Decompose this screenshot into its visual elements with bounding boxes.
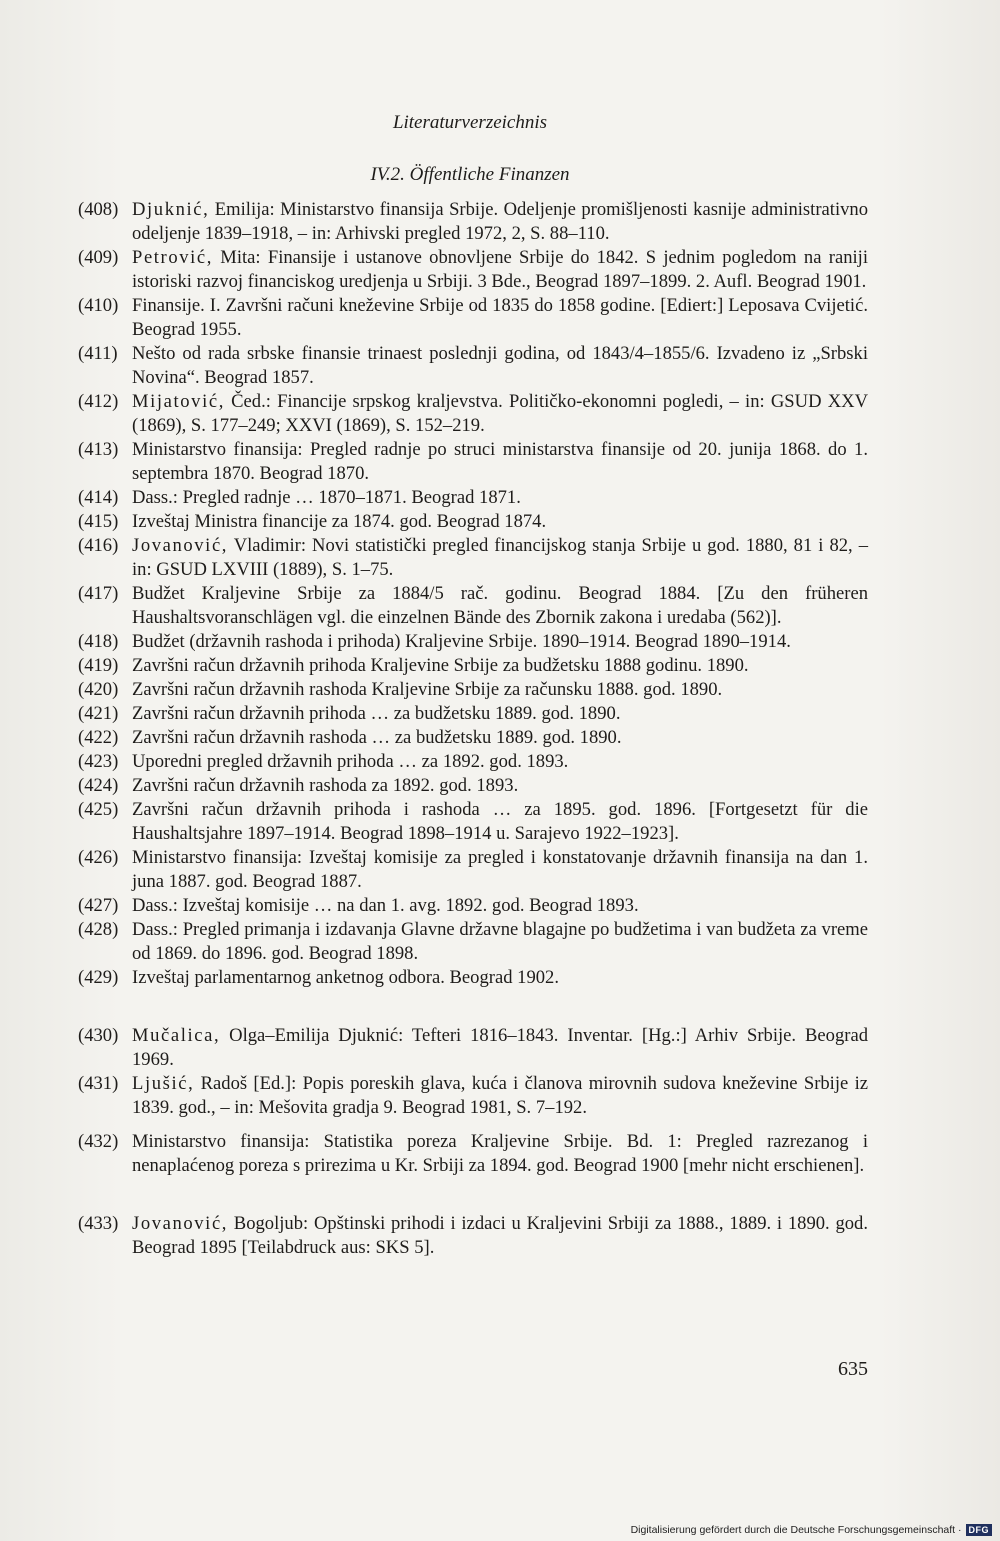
bibliography-entry — [78, 750, 868, 774]
entry-text: Dass.: Izveštaj komisije … na dan 1. avg. 1892. god. Beograd 1893. — [132, 895, 639, 916]
entry-number: (417) — [78, 583, 119, 604]
entry-number: (422) — [78, 727, 119, 748]
entry-number: (410) — [78, 295, 119, 316]
entry-text: Završni račun državnih prihoda i rashoda … za 1895. god. 1896. [Fortgesetzt für die Haushaltsjahre 1897–1914. Beograd 1898–1914 u. Sarajevo 1922–1923]. — [132, 799, 868, 844]
entry-number: (416) — [78, 535, 119, 556]
entry-number: (425) — [78, 799, 119, 820]
entry-text: Ministarstvo finansija: Izveštaj komisije za pregled i konstatovanje državnih finansija na dan 1. juna 1887. god. Beograd 1887. — [132, 847, 868, 892]
entry-text: Dass.: Pregled radnje … 1870–1871. Beograd 1871. — [132, 487, 521, 508]
bibliography-entry — [78, 294, 868, 342]
entry-text: Budžet (državnih rashoda i prihoda) Kraljevine Srbije. 1890–1914. Beograd 1890–1914. — [132, 631, 791, 652]
entry-text: Završni račun državnih prihoda … za budžetsku 1889. god. 1890. — [132, 703, 621, 724]
entry-text: Ministarstvo finansija: Pregled radnje po struci ministarstva finansije od 20. junija 1868. do 1. septembra 1870. Beograd 1870. — [132, 439, 868, 484]
entry-number: (409) — [78, 247, 119, 268]
bibliography-entry — [78, 1212, 868, 1260]
entry-number: (430) — [78, 1025, 119, 1046]
bibliography-entry — [78, 438, 868, 486]
entry-text: Ministarstvo finansija: Statistika poreza Kraljevine Srbije. Bd. 1: Pregled razrezanog i nenaplaćenog poreza s prirezima u Kr. Srbiji za 1894. god. Beograd 1900 [mehr nicht erschienen]. — [132, 1131, 868, 1176]
running-head: Literaturverzeichnis — [392, 112, 548, 133]
bibliography-entry — [78, 342, 868, 390]
entry-author: Ljušić, — [132, 1073, 195, 1094]
bibliography-entry — [78, 798, 868, 846]
bibliography-entry — [78, 198, 868, 246]
entry-number: (411) — [78, 343, 118, 364]
bibliography-entry — [78, 654, 868, 678]
bibliography-entry — [78, 534, 868, 582]
bibliography-entry — [78, 390, 868, 438]
entry-number: (432) — [78, 1131, 119, 1152]
entry-number: (431) — [78, 1073, 119, 1094]
entry-number: (412) — [78, 391, 119, 412]
bibliography-entry — [78, 846, 868, 894]
entry-number: (420) — [78, 679, 119, 700]
entry-author: Jovanović, — [132, 535, 229, 556]
bibliography-entry — [78, 1130, 868, 1178]
bibliography-entry — [78, 894, 868, 918]
entry-number: (433) — [78, 1213, 119, 1234]
bibliography-entry — [78, 510, 868, 534]
entry-text: Bogoljub: Opštinski prihodi i izdaci u Kraljevini Srbiji za 1888., 1889. i 1890. god. Beograd 1895 [Teilabdruck aus: SKS 5]. — [132, 1213, 868, 1258]
entry-number: (428) — [78, 919, 119, 940]
entry-text: Emilija: Ministarstvo finansija Srbije. Odeljenje promišljenosti kasnije administrativno odeljenje 1839–1918, – in: Arhivski pregled 1972, 2, S. 88–110. — [132, 199, 868, 244]
entry-number: (423) — [78, 751, 119, 772]
entry-number: (429) — [78, 967, 119, 988]
entry-number: (408) — [78, 199, 119, 220]
bibliography-entry — [78, 918, 868, 966]
bibliography-entry — [78, 246, 868, 294]
section-title: IV.2. Öffentliche Finanzen — [370, 164, 570, 185]
bibliography-entry — [78, 1072, 868, 1120]
entry-text: Budžet Kraljevine Srbije za 1884/5 rač. godinu. Beograd 1884. [Zu den früheren Haushaltsvoranschlägen vgl. die einzelnen Bände des Zbornik zakona i uredaba (562)]. — [132, 583, 868, 628]
entry-number: (414) — [78, 487, 119, 508]
entry-number: (427) — [78, 895, 119, 916]
entry-author: Djuknić, — [132, 199, 210, 220]
bibliography-entry — [78, 582, 868, 630]
dfg-logo: DFG — [966, 1524, 993, 1536]
entry-text: Nešto od rada srbske finansie trinaest poslednji godina, od 1843/4–1855/6. Izvadeno iz „Srbski Novina“. Beograd 1857. — [132, 343, 868, 388]
entry-author: Mijatović, — [132, 391, 225, 412]
entry-text: Vladimir: Novi statistički pregled financijskog stanja Srbije u god. 1880, 81 i 82, – in: GSUD LXVIII (1889), S. 1–75. — [132, 535, 868, 580]
entry-number: (415) — [78, 511, 119, 532]
entry-number: (421) — [78, 703, 119, 724]
entry-number: (419) — [78, 655, 119, 676]
entry-text: Završni račun državnih rashoda … za budžetsku 1889. god. 1890. — [132, 727, 622, 748]
entry-text: Izveštaj Ministra financije za 1874. god. Beograd 1874. — [132, 511, 547, 532]
entry-text: Olga–Emilija Djuknić: Tefteri 1816–1843. Inventar. [Hg.:] Arhiv Srbije. Beograd 1969. — [132, 1025, 868, 1070]
bibliography-entry — [78, 726, 868, 750]
entry-author: Jovanović, — [132, 1213, 229, 1234]
entry-number: (426) — [78, 847, 119, 868]
footer-credit — [631, 1524, 992, 1536]
entry-text: Završni račun državnih prihoda Kraljevine Srbije za budžetsku 1888 godinu. 1890. — [132, 655, 749, 676]
bibliography-entry — [78, 966, 868, 990]
bibliography-entry — [78, 1024, 868, 1072]
entry-text: Mita: Finansije i ustanove obnovljene Srbije do 1842. S jednim pogledom na raniji istoriski razvoj financiskog uredjenja u Srbiji. 3 Bde., Beograd 1897–1899. 2. Aufl. Beograd 1901. — [132, 247, 868, 292]
entry-number: (418) — [78, 631, 119, 652]
entry-text: Uporedni pregled državnih prihoda … za 1892. god. 1893. — [132, 751, 569, 772]
bibliography-entry — [78, 630, 868, 654]
bibliography-entry — [78, 702, 868, 726]
bibliography-list — [78, 198, 868, 1260]
entry-text: Finansije. I. Završni računi kneževine Srbije od 1835 do 1858 godine. [Ediert:] Leposava Cvijetić. Beograd 1955. — [132, 295, 868, 340]
bibliography-entry — [78, 486, 868, 510]
entry-number: (413) — [78, 439, 119, 460]
entry-number: (424) — [78, 775, 119, 796]
bibliography-entry — [78, 774, 868, 798]
entry-author: Mučalica, — [132, 1025, 221, 1046]
entry-text: Dass.: Pregled primanja i izdavanja Glavne državne blagajne po budžetima i van budžeta za vreme od 1869. do 1896. god. Beograd 1898. — [132, 919, 868, 964]
entry-author: Petrović, — [132, 247, 214, 268]
page-number: 635 — [838, 1358, 868, 1380]
footer-text: Digitalisierung gefördert durch die Deutsche Forschungsgemeinschaft · — [630, 1524, 962, 1536]
entry-text: Radoš [Ed.]: Popis poreskih glava, kuća i članova mirovnih sudova kneževine Srbije iz 1839. god., – in: Mešovita gradja 9. Beograd 1981, S. 7–192. — [132, 1073, 868, 1118]
entry-text: Završni račun državnih rashoda za 1892. god. 1893. — [132, 775, 519, 796]
entry-text: Izveštaj parlamentarnog anketnog odbora. Beograd 1902. — [132, 967, 559, 988]
entry-text: Završni račun državnih rashoda Kraljevine Srbije za računsku 1888. god. 1890. — [132, 679, 723, 700]
entry-text: Čed.: Financije srpskog kraljevstva. Političko-ekonomni pogledi, – in: GSUD XXV (1869), S. 177–249; XXVI (1869), S. 152–219. — [132, 391, 868, 436]
bibliography-entry — [78, 678, 868, 702]
